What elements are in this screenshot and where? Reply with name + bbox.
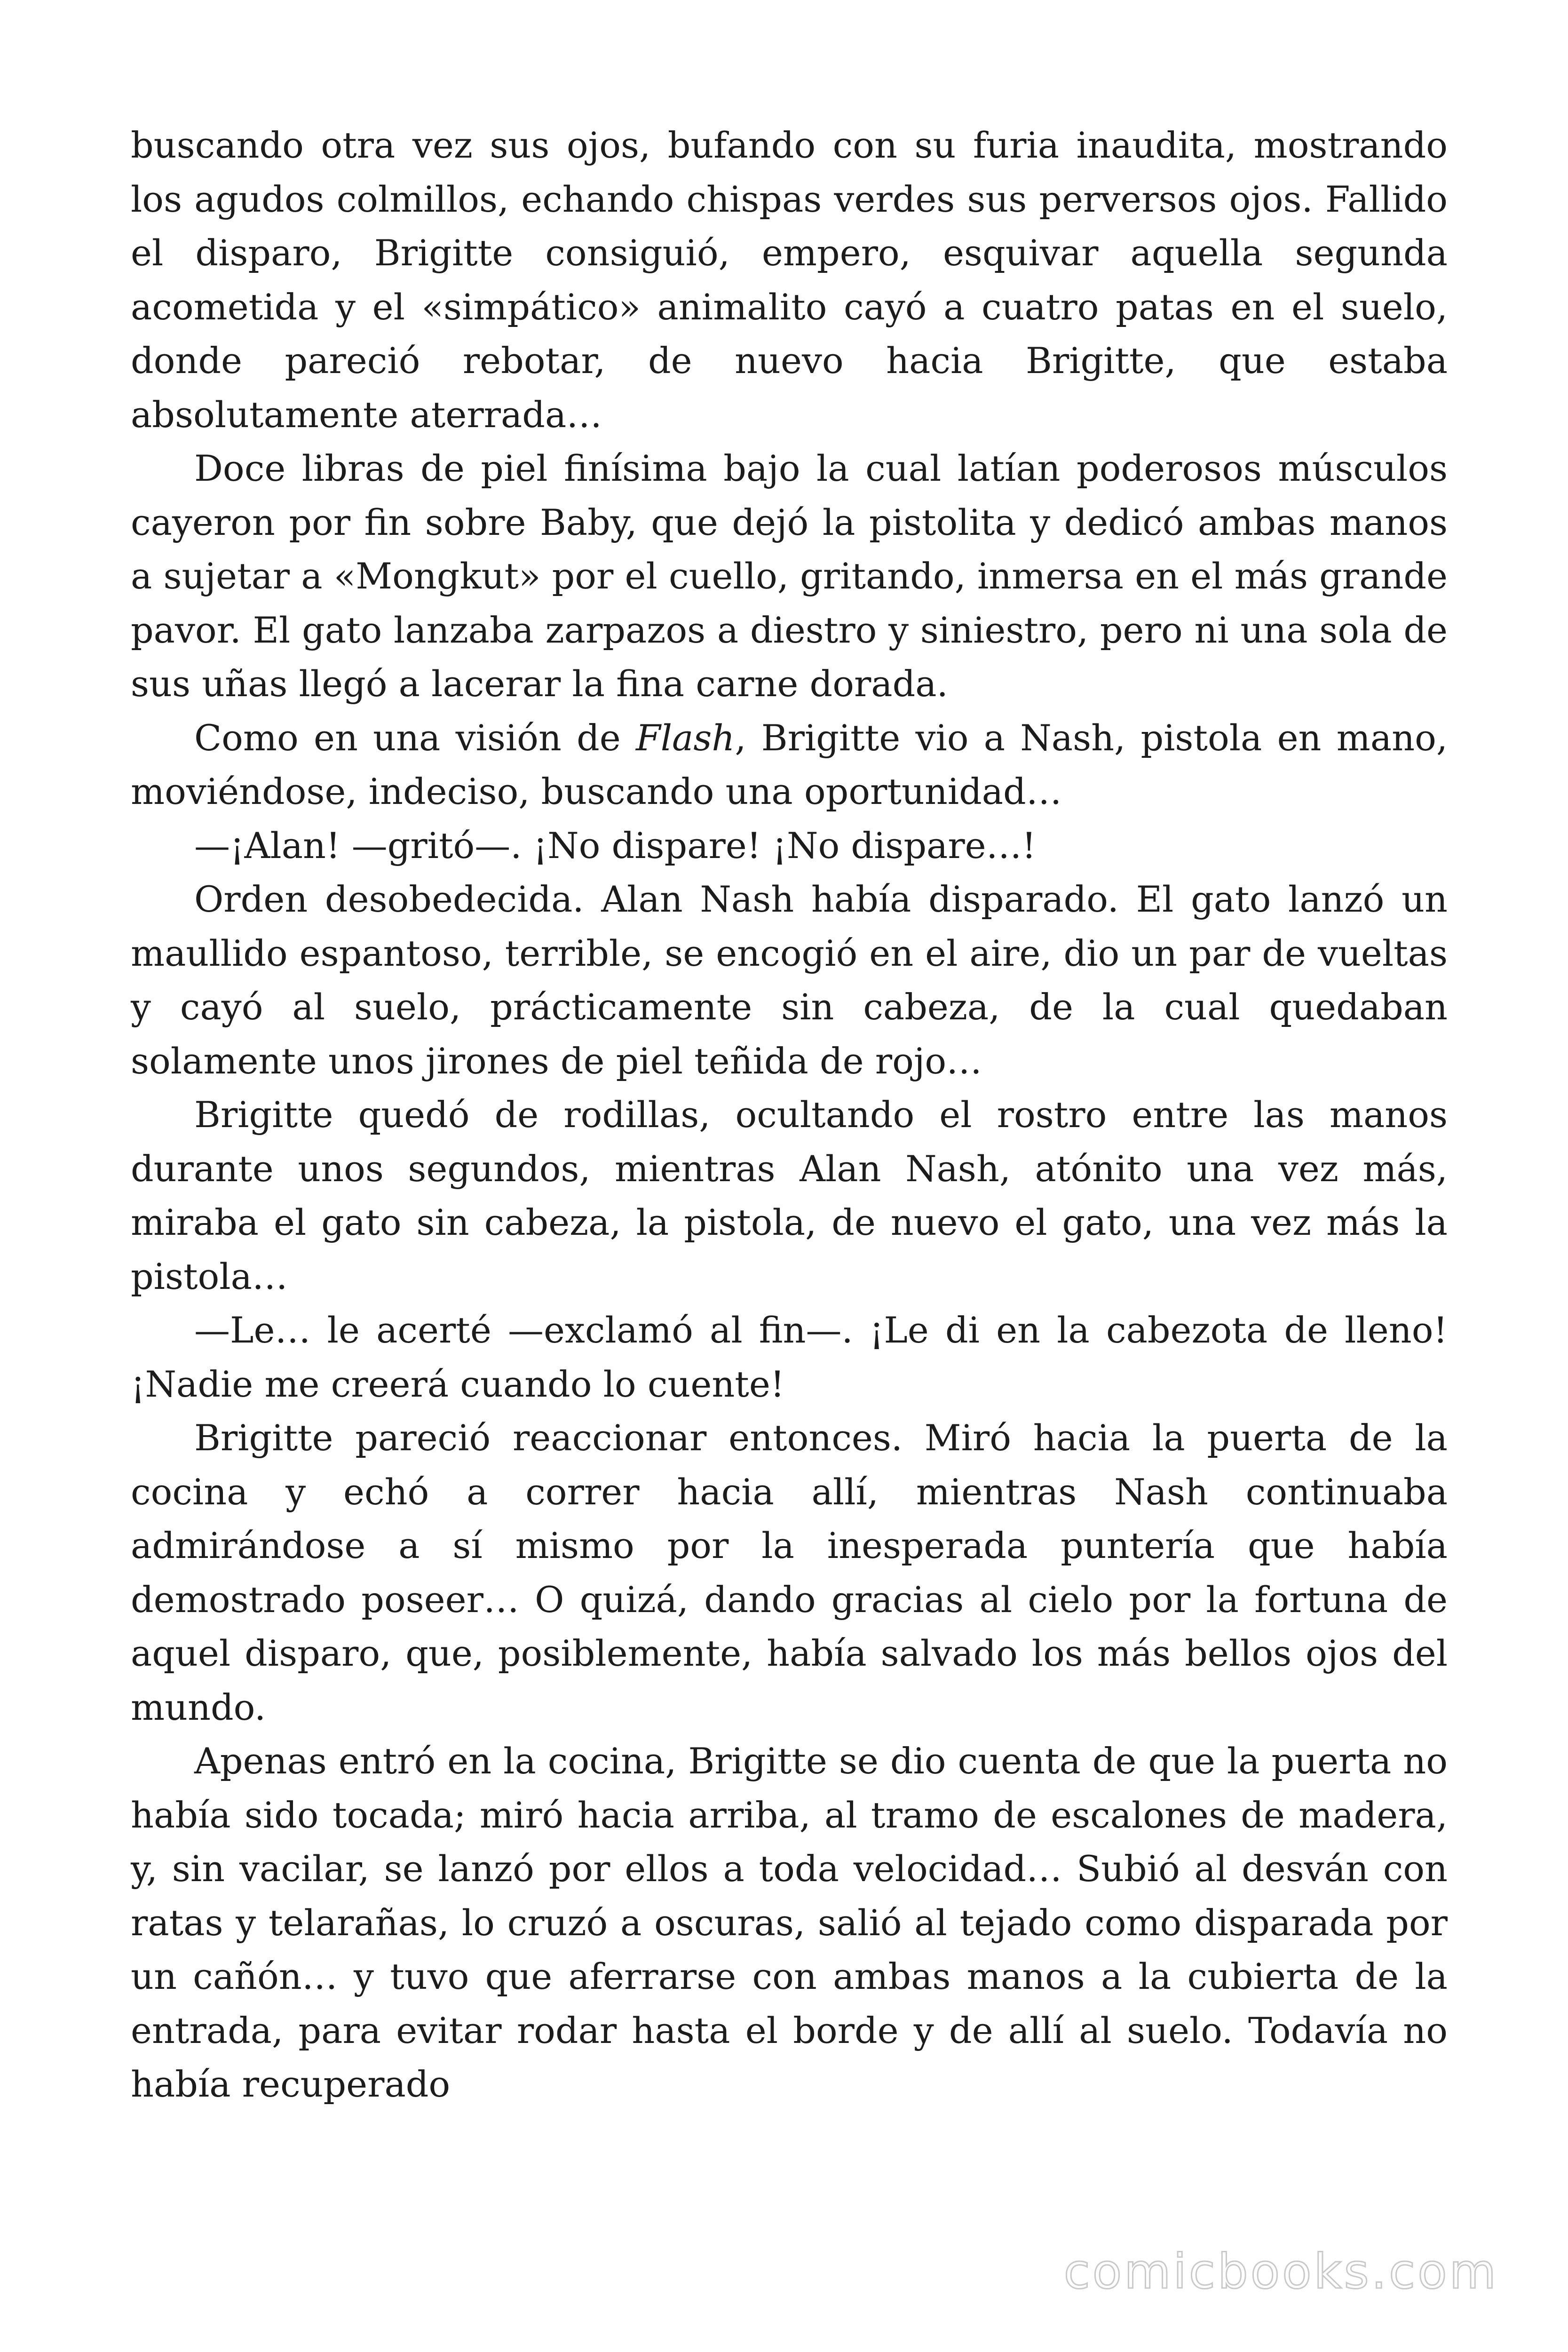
paragraph-5: Orden desobedecida. Alan Nash había disparado. El gato lanzó un maullido espantoso, terrible, se encogió en el aire, dio un par de vueltas y cayó al suelo, prácticamente sin cabeza, de la cual quedaban solamente unos jirones de piel teñida de rojo… <box>131 878 1448 1082</box>
paragraph-1: buscando otra vez sus ojos, bufando con su furia inaudita, mostrando los agudos colmillos, echando chispas verdes sus perversos ojos. Fallido el disparo, Brigitte consiguió, empero, esquivar aquella segunda acometida y el «simpático» animalito cayó a cuatro patas en el suelo, donde pareció rebotar, de nuevo hacia Brigitte, que estaba absolutamente aterrada… <box>131 124 1448 436</box>
paragraph-6: Brigitte quedó de rodillas, ocultando el rostro entre las manos durante unos segundos, mientras Alan Nash, atónito una vez más, miraba el gato sin cabeza, la pistola, de nuevo el gato, una vez más la pistola… <box>131 1094 1448 1297</box>
italic-title-flash: Flash <box>636 716 735 759</box>
watermark-logo: comicbooks.com <box>1063 2244 1498 2300</box>
paragraph-4-dialogue: —¡Alan! —gritó—. ¡No dispare! ¡No dispare…! <box>194 824 1037 866</box>
paragraph-9: Apenas entró en la cocina, Brigitte se dio cuenta de que la puerta no había sido tocada; miró hacia arriba, al tramo de escalones de madera, y, sin vacilar, se lanzó por ellos a toda velocidad… Subió al desván con ratas y telarañas, lo cruzó a oscuras, salió al tejado como disparada por un cañón… y tuvo que aferrarse con ambas manos a la cubierta de la entrada, para evitar rodar hasta el borde y de allí al suelo. Todavía no había recuperado <box>131 1740 1448 2105</box>
paragraph-8: Brigitte pareció reaccionar entonces. Miró hacia la puerta de la cocina y echó a correr hacia allí, mientras Nash continuaba admirándose a sí mismo por la inesperada puntería que había demostrado poseer… O quizá, dando gracias al cielo por la fortuna de aquel disparo, que, posiblemente, había salvado los más bellos ojos del mundo. <box>131 1417 1448 1728</box>
body-text <box>131 119 1448 2112</box>
paragraph-2: Doce libras de piel finísima bajo la cual latían poderosos músculos cayeron por fin sobre Baby, que dejó la pistolita y dedicó ambas manos a sujetar a «Mongkut» por el cuello, gritando, inmersa en el más grande pavor. El gato lanzaba zarpazos a diestro y siniestro, pero ni una sola de sus uñas llegó a lacerar la fina carne dorada. <box>131 447 1448 705</box>
paragraph-3-rest: , Brigitte vio a Nash, pistola en mano, moviéndose, indeciso, buscando una oportunidad… <box>131 716 1448 812</box>
paragraph-3-lead: Como en una visión de <box>194 716 636 759</box>
paragraph-7-dialogue: —Le… le acerté —exclamó al fin—. ¡Le di en la cabezota de lleno! ¡Nadie me creerá cuando lo cuente! <box>131 1309 1448 1405</box>
paragraph-3 <box>131 711 1448 819</box>
